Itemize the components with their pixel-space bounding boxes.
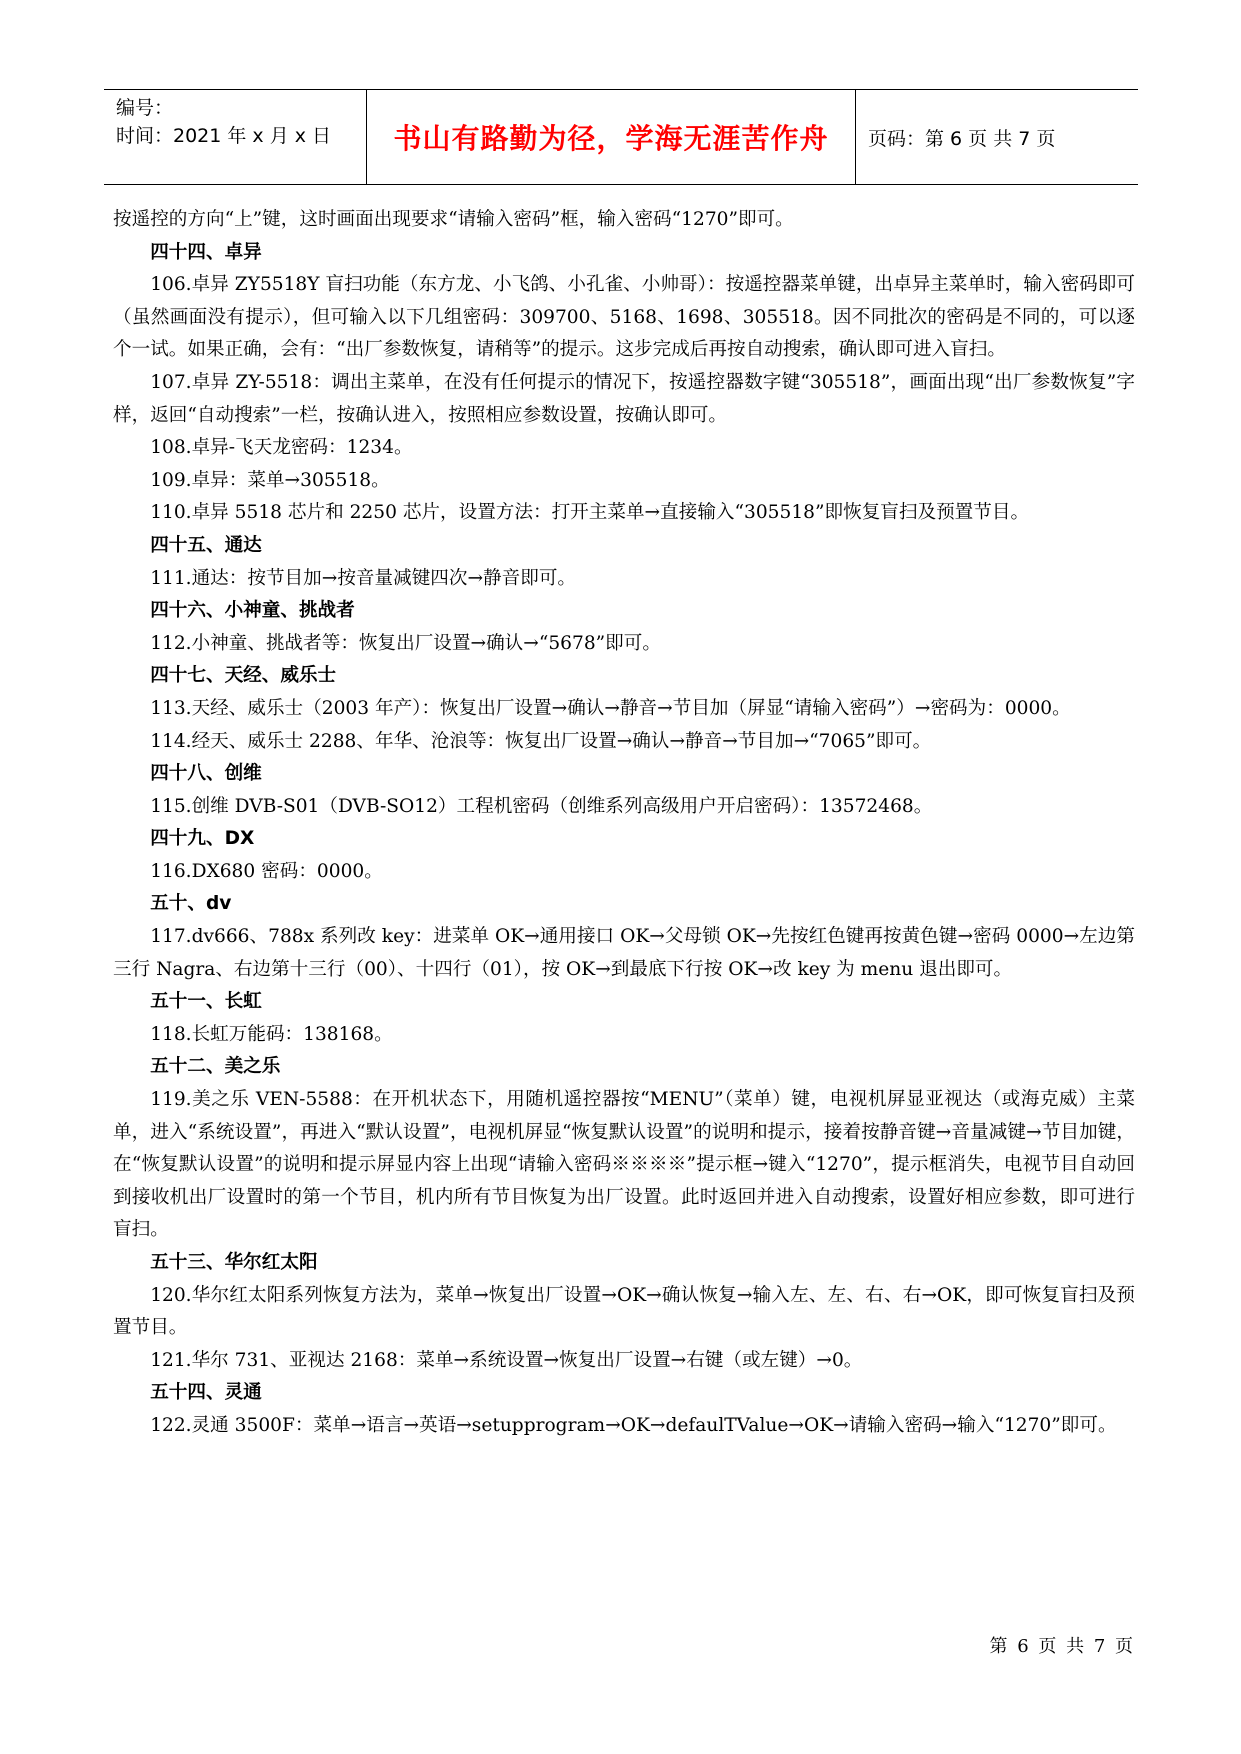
section-heading: 五十四、灵通 xyxy=(150,1382,262,1404)
paragraph: 110.卓异 5518 芯片和 2250 芯片，设置方法：打开主菜单→直接输入“305518”即恢复盲扫及预置节目。 xyxy=(150,502,1030,524)
document-time: 时间：2021 年 x 月 x 日 xyxy=(116,125,332,147)
document-body xyxy=(113,204,1135,1443)
paragraph: 108.卓异-飞天龙密码：1234。 xyxy=(150,437,413,459)
section-heading: 四十九、DX xyxy=(150,828,255,850)
paragraph: 121.华尔 731、亚视达 2168：菜单→系统设置→恢复出厂设置→右键（或左键）→0。 xyxy=(150,1349,863,1371)
section-heading: 四十五、通达 xyxy=(150,534,262,556)
section-heading: 四十七、天经、威乐士 xyxy=(150,665,337,687)
section-heading: 五十二、美之乐 xyxy=(150,1056,281,1078)
header-motto: 书山有路勤为径，学海无涯苦作舟 xyxy=(393,122,829,155)
header-page-info: 页码：第 6 页 共 7 页 xyxy=(868,127,1056,150)
paragraph: 112.小神童、挑战者等：恢复出厂设置→确认→“5678”即可。 xyxy=(150,632,661,654)
paragraph: 115.创维 DVB-S01（DVB-SO12）工程机密码（创维系列高级用户开启密码）：13572468。 xyxy=(150,795,933,817)
header-page-cell xyxy=(856,90,1138,184)
section-heading: 四十四、卓异 xyxy=(150,241,262,263)
paragraph: 114.经天、威乐士 2288、年华、沧浪等：恢复出厂设置→确认→静音→节目加→“7065”即可。 xyxy=(150,730,932,752)
paragraph: 118.长虹万能码：138168。 xyxy=(150,1023,393,1045)
paragraph: 107.卓异 ZY-5518：调出主菜单，在没有任何提示的情况下，按遥控器数字键“305518”，画面出现“出厂参数恢复”字样，返回“自动搜索”一栏，按确认进入，按照相应参数设置，按确认即可。 xyxy=(113,371,1135,426)
document-number-label: 编号： xyxy=(116,97,174,119)
section-heading: 五十三、华尔红太阳 xyxy=(150,1252,318,1273)
paragraph: 122.灵通 3500F：菜单→语言→英语→setupprogram→OK→defaulTValue→OK→请输入密码→输入“1270”即可。 xyxy=(150,1414,1117,1436)
paragraph: 113.天经、威乐士（2003 年产）：恢复出厂设置→确认→静音→节目加（屏显“请输入密码”）→密码为：0000。 xyxy=(150,697,1071,719)
page-header xyxy=(104,89,1138,185)
paragraph: 120.华尔红太阳系列恢复方法为，菜单→恢复出厂设置→OK→确认恢复→输入左、左、右、右→OK，即可恢复盲扫及预置节目。 xyxy=(113,1284,1135,1339)
paragraph: 117.dv666、788x 系列改 key：进菜单 OK→通用接口 OK→父母锁 OK→先按红色键再按黄色键→密码 0000→左边第三行 Nagra、右边第十三行（00）、十四行（01），按 OK→到最底下行按 OK→改 key 为 menu 退出即可。 xyxy=(113,926,1135,980)
section-heading: 五十、dv xyxy=(150,893,232,915)
paragraph: 111.通达：按节目加→按音量减键四次→静音即可。 xyxy=(150,567,577,589)
section-heading: 四十八、创维 xyxy=(150,763,262,785)
header-motto-cell xyxy=(367,90,856,184)
paragraph: 按遥控的方向“上”键，这时画面出现要求“请输入密码”框，输入密码“1270”即可。 xyxy=(113,209,794,230)
paragraph: 106.卓异 ZY5518Y 盲扫功能（东方龙、小飞鸽、小孔雀、小帅哥）：按遥控器菜单键，出卓异主菜单时，输入密码即可（虽然画面没有提示），但可输入以下几组密码：309700、5168、1698、305518。因不同批次的密码是不同的，可以逐个一试。如果正确，会有：“出厂参数恢复，请稍等”的提示。这步完成后再按自动搜索，确认即可进入盲扫。 xyxy=(113,274,1135,361)
header-left-cell xyxy=(104,90,367,184)
paragraph: 119.美之乐 VEN-5588：在开机状态下，用随机遥控器按“MENU”（菜单）键，电视机屏显亚视达（或海克威）主菜单，进入“系统设置”，再进入“默认设置”，电视机屏显“恢复默认设置”的说明和提示，接着按静音键→音量减键→节目加键，在“恢复默认设置”的说明和提示屏显内容上出现“请输入密码※※※※”提示框→键入“1270”，提示框消失，电视节目自动回到接收机出厂设置时的第一个节目，机内所有节目恢复为出厂设置。此时返回并进入自动搜索，设置好相应参数，即可进行盲扫。 xyxy=(113,1089,1135,1241)
paragraph: 109.卓异：菜单→305518。 xyxy=(150,469,390,491)
paragraph: 116.DX680 密码：0000。 xyxy=(150,860,383,882)
page-footer: 第 6 页 共 7 页 xyxy=(989,1636,1135,1657)
section-heading: 五十一、长虹 xyxy=(150,991,262,1013)
section-heading: 四十六、小神童、挑战者 xyxy=(150,600,355,622)
